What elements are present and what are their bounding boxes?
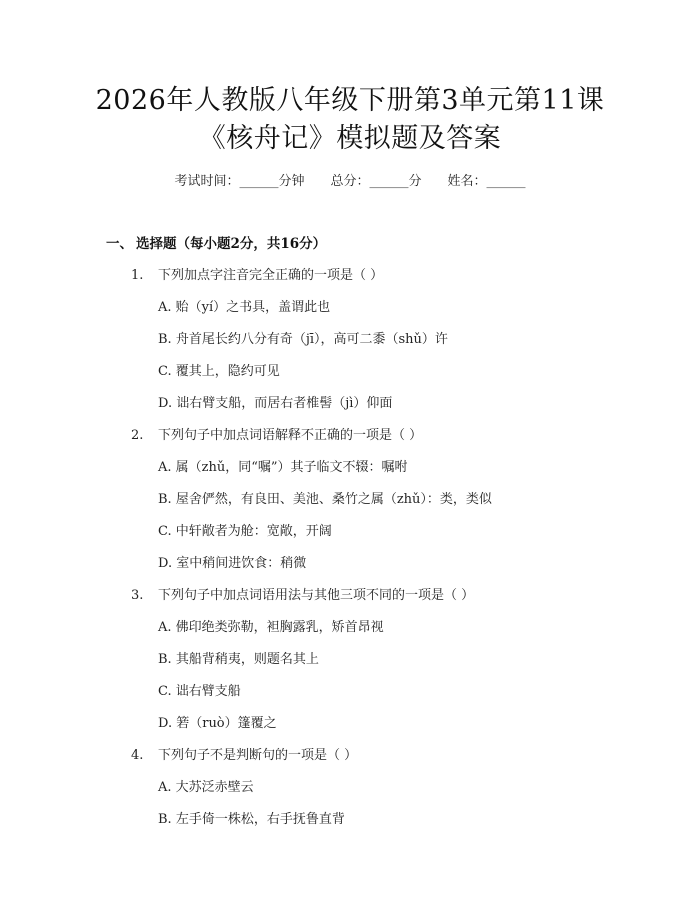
section-number: 一、 — [106, 236, 133, 252]
section-heading — [106, 232, 326, 252]
question-3-option-d: D. 箬（ruò）篷覆之 — [158, 716, 277, 731]
question-2-option-d: D. 室中稍间进饮食：稍微 — [158, 556, 307, 571]
exam-info-row — [0, 170, 700, 189]
question-3-option-b: B. 其船背稍夷，则题名其上 — [158, 652, 319, 667]
question-3-option-c: C. 诎右臂支船 — [158, 684, 241, 699]
name-field: 姓名：______ — [447, 174, 526, 189]
question-1-option-c: C. 覆其上，隐约可见 — [158, 364, 280, 379]
question-4 — [131, 744, 357, 763]
question-1-option-a: A. 贻（yí）之书具，盖谓此也 — [158, 300, 331, 315]
question-text: 下列句子中加点词语用法与其他三项不同的一项是（ ） — [158, 588, 475, 603]
question-3-option-a: A. 佛印绝类弥勒，袒胸露乳，矫首昂视 — [158, 620, 384, 635]
question-2-option-b: B. 屋舍俨然，有良田、美池、桑竹之属（zhǔ）：类，类似 — [158, 492, 492, 507]
question-4-option-b: B. 左手倚一株松，右手抚鲁直背 — [158, 812, 345, 827]
question-4-option-a: A. 大苏泛赤壁云 — [158, 780, 254, 795]
page-title-line-2: 《核舟记》模拟题及答案 — [198, 123, 502, 154]
question-2 — [131, 424, 422, 443]
total-score-field: 总分：______分 — [330, 174, 422, 189]
question-text: 下列句子中加点词语解释不正确的一项是（ ） — [158, 428, 423, 443]
question-text: 下列句子不是判断句的一项是（ ） — [158, 748, 358, 763]
question-number: 1. — [131, 268, 144, 283]
question-number: 4. — [131, 748, 144, 763]
section-title: 选择题（每小题2分，共16分） — [136, 236, 327, 252]
question-number: 2. — [131, 428, 144, 443]
page-title-line-1: 2026年人教版八年级下册第3单元第11课 — [95, 85, 605, 116]
question-2-option-c: C. 中轩敞者为舱：宽敞，开阔 — [158, 524, 332, 539]
question-3 — [131, 584, 474, 603]
question-number: 3. — [131, 588, 144, 603]
question-1-option-d: D. 诎右臂支船，而居右者椎髻（jì）仰面 — [158, 396, 393, 411]
question-1 — [131, 264, 383, 283]
question-text: 下列加点字注音完全正确的一项是（ ） — [158, 268, 384, 283]
exam-time-field: 考试时间：______分钟 — [174, 174, 305, 189]
question-2-option-a: A. 属（zhǔ，同“嘱”）其子临文不辍：嘱咐 — [158, 460, 408, 475]
question-1-option-b: B. 舟首尾长约八分有奇（jī），高可二黍（shǔ）许 — [158, 332, 448, 347]
